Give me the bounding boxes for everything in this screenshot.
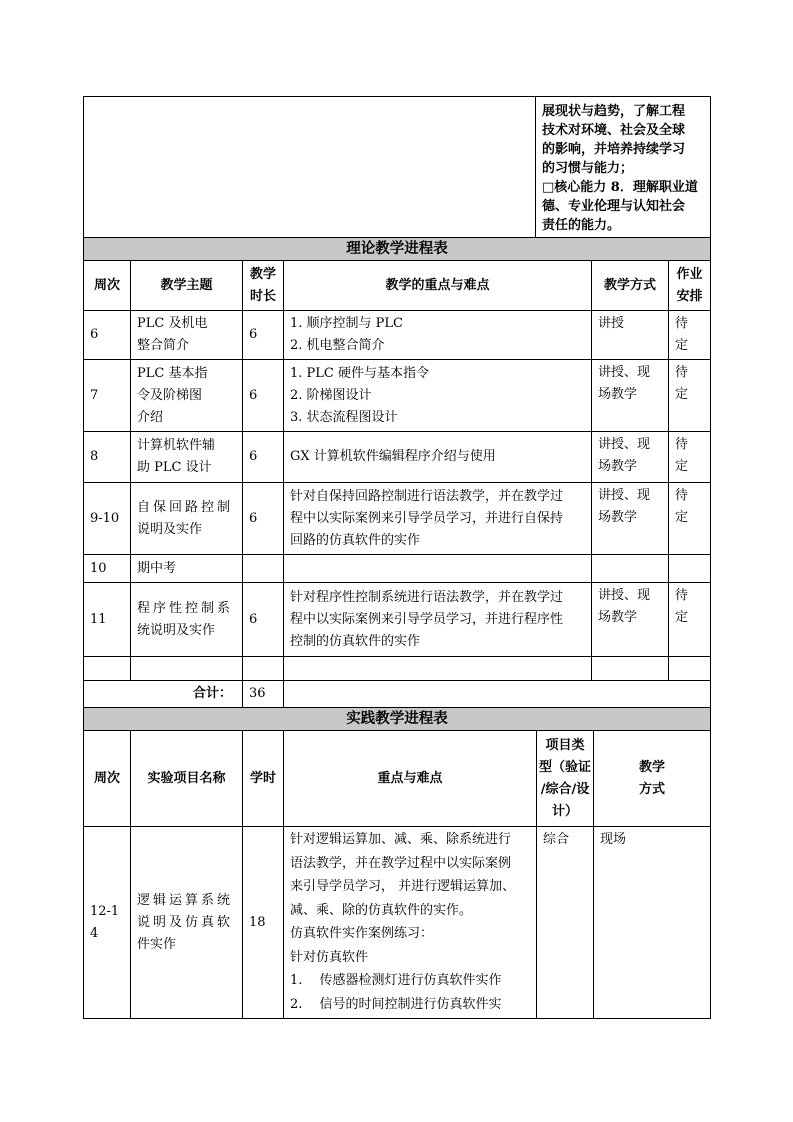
header-homework: 作业 安排 (669, 261, 711, 311)
experiment-name-cell: 逻辑运算系统 说明及仿真软 件实作 (131, 827, 243, 1019)
hours-cell: 6 (243, 483, 284, 555)
project-type-cell: 综合 (537, 827, 594, 1019)
week-cell: 7 (84, 360, 131, 432)
table-row (84, 555, 711, 583)
continuation-line: 责任的能力。 (542, 218, 621, 233)
method-cell (592, 555, 669, 583)
objectives-continuation-table (83, 96, 711, 238)
theory-section-title: 理论教学进程表 (84, 238, 711, 261)
table-row (84, 360, 711, 432)
focus-cell: GX 计算机软件编辑程序介绍与使用 (284, 432, 592, 483)
objectives-continuation (536, 97, 711, 238)
focus-cell: 针对逻辑运算加、减、乘、除系统进行 语法教学，并在教学过程中以实际案例 来引导学员学习， 并进行逻辑运算加、 减、乘、除的仿真软件的实作。 仿真软件实作案例练习： 针对仿真软件 1. 传感器检测灯进行仿真软件实作 2. 信号的时间控制进行仿真软件实 (284, 827, 537, 1019)
header-project-type: 项目类 型（验证 /综合/设 计） (537, 731, 594, 827)
week-cell: 11 (84, 583, 131, 657)
header-experiment-name: 实验项目名称 (131, 731, 243, 827)
total-row (84, 681, 711, 708)
table-row (84, 583, 711, 657)
topic-cell: 程序性控制系 统说明及实作 (131, 583, 243, 657)
hours-cell (243, 555, 284, 583)
homework-cell (669, 555, 711, 583)
teaching-method-cell: 现场 (594, 827, 711, 1019)
focus-cell: 针对自保持回路控制进行语法教学，并在教学过 程中以实际案例来引导学员学习，并进行自保持 回路的仿真软件的实作 (284, 483, 592, 555)
practice-schedule-table (83, 707, 711, 1019)
method-cell: 讲授、现 场教学 (592, 360, 669, 432)
table-row (84, 483, 711, 555)
homework-cell: 待 定 (669, 483, 711, 555)
header-focus: 教学的重点与难点 (284, 261, 592, 311)
week-cell: 6 (84, 311, 131, 360)
week-cell: 10 (84, 555, 131, 583)
method-cell: 讲授、现 场教学 (592, 483, 669, 555)
theory-schedule-table (83, 237, 711, 708)
topic-cell: 期中考 (131, 555, 243, 583)
week-cell: 8 (84, 432, 131, 483)
continuation-line: □核心能力 8．理解职业道 (542, 180, 698, 195)
header-week: 周次 (84, 261, 131, 311)
table-row (84, 311, 711, 360)
topic-cell: PLC 基本指 令及阶梯图 介绍 (131, 360, 243, 432)
focus-cell: 1. PLC 硬件与基本指令 2. 阶梯图设计 3. 状态流程图设计 (284, 360, 592, 432)
continuation-line: 展现状与趋势，了解工程 (542, 104, 686, 119)
continuation-line: 的习惯与能力； (542, 161, 634, 176)
header-hours: 教学 时长 (243, 261, 284, 311)
header-topic: 教学主题 (131, 261, 243, 311)
total-hours: 36 (243, 681, 284, 708)
focus-cell: 针对程序性控制系统进行语法教学，并在教学过 程中以实际案例来引导学员学习，并进行程序性 控制的仿真软件的实作 (284, 583, 592, 657)
header-week: 周次 (84, 731, 131, 827)
topic-cell: PLC 及机电 整合简介 (131, 311, 243, 360)
focus-cell: 1. 顺序控制与 PLC 2. 机电整合简介 (284, 311, 592, 360)
topic-cell: 计算机软件辅 助 PLC 设计 (131, 432, 243, 483)
header-focus: 重点与难点 (284, 731, 537, 827)
table-row (84, 432, 711, 483)
method-cell: 讲授 (592, 311, 669, 360)
continuation-line: 德、专业伦理与认知社会 (542, 199, 686, 214)
method-cell: 讲授、现 场教学 (592, 432, 669, 483)
hours-cell: 6 (243, 432, 284, 483)
document-page (83, 96, 710, 1019)
hours-cell: 6 (243, 311, 284, 360)
blank-cell (84, 97, 536, 238)
week-cell: 12-14 (84, 827, 131, 1019)
table-row (84, 827, 711, 1019)
homework-cell: 待 定 (669, 583, 711, 657)
empty-row (84, 657, 711, 681)
method-cell: 讲授、现 场教学 (592, 583, 669, 657)
header-method: 教学方式 (592, 261, 669, 311)
homework-cell: 待 定 (669, 311, 711, 360)
continuation-line: 的影响，并培养持续学习 (542, 142, 686, 157)
hours-cell: 6 (243, 360, 284, 432)
focus-cell (284, 555, 592, 583)
header-teaching-method: 教学 方式 (594, 731, 711, 827)
topic-cell: 自保回路控制 说明及实作 (131, 483, 243, 555)
total-label: 合计： (84, 681, 243, 708)
hours-cell: 18 (243, 827, 284, 1019)
practice-section-title: 实践教学进程表 (84, 708, 711, 731)
header-hours: 学时 (243, 731, 284, 827)
week-cell: 9-10 (84, 483, 131, 555)
continuation-line: 技术对环境、社会及全球 (542, 123, 686, 138)
homework-cell: 待 定 (669, 432, 711, 483)
hours-cell: 6 (243, 583, 284, 657)
homework-cell: 待 定 (669, 360, 711, 432)
